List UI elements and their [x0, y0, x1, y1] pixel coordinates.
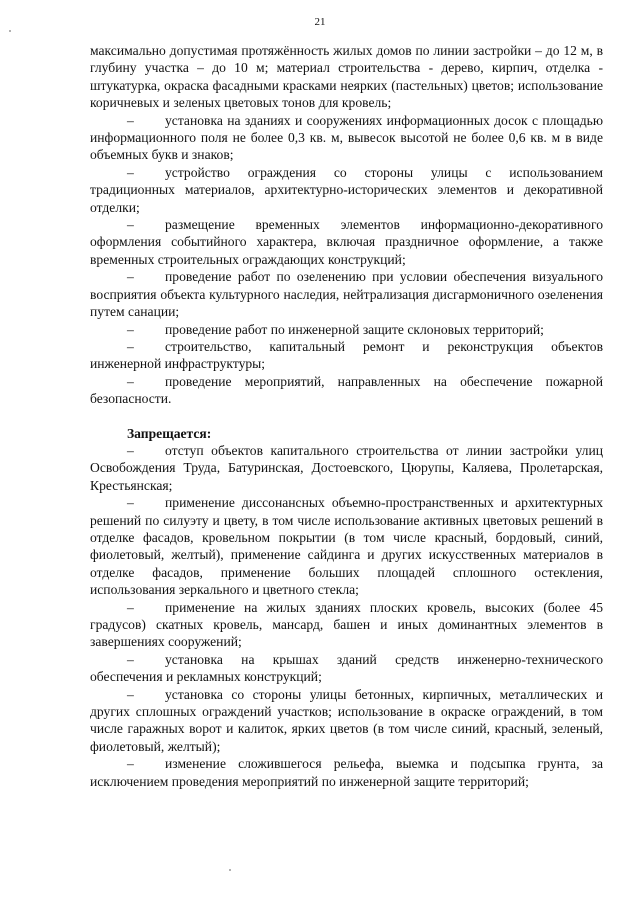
list-dash: – [127, 373, 134, 389]
prohibited-heading: Запрещается: [127, 425, 212, 441]
list-dash: – [127, 756, 134, 772]
intro-paragraph: максимально допустимая протяжённость жилых домов по линии застройки – до 12 м, в глубину участка – до 10 м; материал строительства - дерево, кирпич, отделка - штукатурка, окраска фасадными красками неярких (пастельных) цветов; использование коричневых и зеленых цветовых тонов для кровель; [90, 43, 603, 111]
document-body [90, 42, 603, 790]
list-item-text: установка на зданиях и сооружениях информационных досок с площадью информационного поля не более 0,3 кв. м, вывесок высотой не более 0,6 кв. м в виде объемных букв и знаков; [90, 112, 603, 163]
list-item [90, 599, 603, 651]
list-dash: – [127, 321, 134, 337]
list-item [90, 442, 603, 494]
list-item [90, 373, 603, 408]
list-item-text: проведение работ по инженерной защите склоновых территорий; [165, 321, 544, 337]
list-item-text: применение на жилых зданиях плоских кровель, высоких (более 45 градусов) скатных кровель, мансард, башен и иных доминантных элементов в завершениях сооружений; [90, 599, 603, 650]
list-dash: – [127, 651, 134, 667]
list-dash: – [127, 112, 134, 128]
list-dash: – [127, 686, 134, 702]
scan-speck [229, 869, 231, 871]
list-item-text: проведение мероприятий, направленных на обеспечение пожарной безопасности. [90, 373, 603, 407]
list-dash: – [127, 495, 134, 511]
list-item-text: отступ объектов капитального строительства от линии застройки улиц Освобождения Труда, Батуринская, Достоевского, Цюрупы, Каляева, Пролетарская, Крестьянская; [90, 442, 603, 493]
list-item-text: устройство ограждения со стороны улицы с использованием традиционных материалов, архитектурно-исторических элементов и декоративной отделки; [90, 164, 603, 215]
list-item [90, 164, 603, 216]
list-item [90, 755, 603, 790]
list-item [90, 268, 603, 320]
list-item [90, 494, 603, 598]
list-item-text: изменение сложившегося рельефа, выемка и подсыпка грунта, за исключением проведения мероприятий по инженерной защите территорий; [90, 756, 603, 789]
list-dash: – [127, 599, 134, 615]
list-item [90, 216, 603, 268]
list-item [90, 686, 603, 756]
list-item-text: проведение работ по озеленению при условии обеспечения визуального восприятия объекта культурного наследия, нейтрализация дисгармоничного озеленения путем санации; [90, 269, 603, 320]
list-item-text: строительство, капитальный ремонт и реконструкция объектов инженерной инфраструктуры; [90, 338, 603, 372]
list-dash: – [127, 164, 134, 180]
prohibited-list [90, 442, 603, 790]
list-item-text: установка со стороны улицы бетонных, кирпичных, металлических и других сплошных ограждений участков; использование в окраске ограждений, в том числе гаражных ворот и калиток, ярких цветов (в том числе синий, красный, зеленый, фиолетовый, желтый); [90, 686, 603, 754]
page-number: 21 [314, 16, 326, 28]
list-item-text: размещение временных элементов информационно-декоративного оформления событийного характера, включая праздничное оформление, а также временных строительных ограждающих конструкций; [90, 217, 603, 267]
allowed-list [90, 112, 603, 408]
list-item [90, 338, 603, 373]
list-item-text: применение диссонансных объемно-пространственных и архитектурных решений по силуэту и цвету, в том числе использование активных цветовых решений в отделке фасадов, кровельном покрытии (в том числе красный, бордовый, синий, фиолетовый, желтый), применение сайдинга и других искусственных материалов в отделке фасадов, применение больших площадей сплошного остекления, использования зеркального и цветного стекла; [90, 495, 603, 598]
list-item [90, 112, 603, 164]
list-item-text: установка на крышах зданий средств инженерно-технического обеспечения и рекламных конструкций; [90, 651, 603, 685]
list-dash: – [127, 442, 134, 458]
list-item [90, 651, 603, 686]
list-dash: – [127, 217, 134, 233]
scan-speck [9, 30, 11, 32]
list-dash: – [127, 338, 134, 354]
list-dash: – [127, 269, 134, 285]
list-item [90, 321, 603, 338]
